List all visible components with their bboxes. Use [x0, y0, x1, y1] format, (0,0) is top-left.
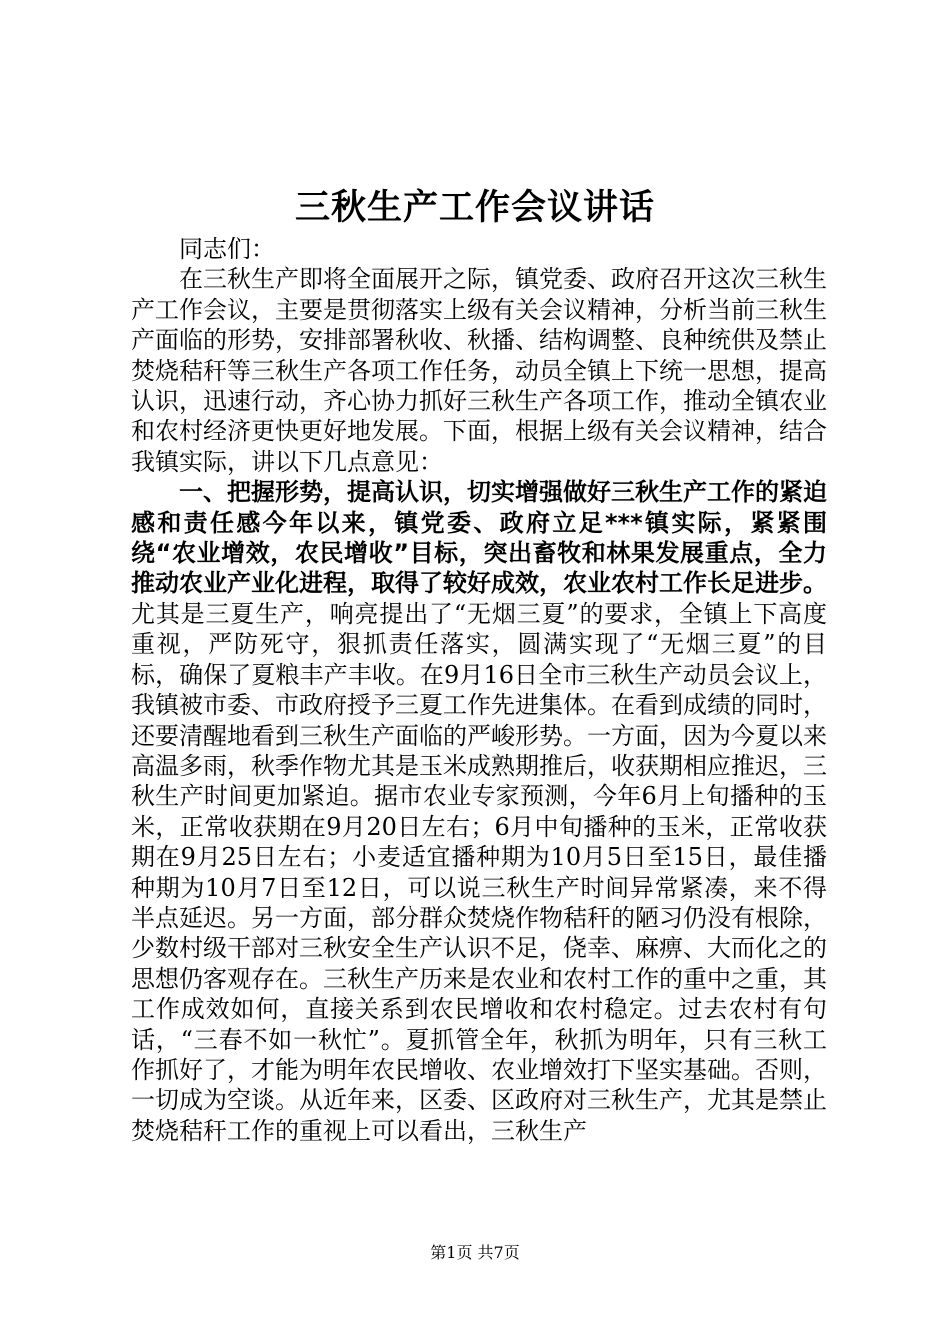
page-footer: 第1页 共7页: [430, 1243, 520, 1262]
intro-paragraph: 在三秋生产即将全面展开之际，镇党委、政府召开这次三秋生产工作会议，主要是贯彻落实上级有关会议精神，分析当前三秋生产面临的形势，安排部署秋收、秋播、结构调整、良种统供及禁止焚烧秸秆等三秋生产各项工作任务，动员全镇上下统一思想，提高认识，迅速行动，齐心协力抓好三秋生产各项工作，推动全镇农业和农村经济更快更好地发展。下面，根据上级有关会议精神，结合我镇实际，讲以下几点意见：: [131, 265, 827, 476]
document-body: [131, 234, 827, 1146]
section-1-body: 尤其是三夏生产，响亮提出了“无烟三夏”的要求，全镇上下高度重视，严防死守，狠抓责任落实，圆满实现了“无烟三夏”的目标，确保了夏粮丰产丰收。在9月16日全市三秋生产动员会议上，我镇被市委、市政府授予三夏工作先进集体。在看到成绩的同时，还要清醒地看到三秋生产面临的严峻形势。一方面，因为今夏以来高温多雨，秋季作物尤其是玉米成熟期推后，收获期相应推迟，三秋生产时间更加紧迫。据市农业专家预测，今年6月上旬播种的玉米，正常收获期在9月20日左右；6月中旬播种的玉米，正常收获期在9月25日左右；小麦适宜播种期为10月5日至15日，最佳播种期为10月7日至12日，可以说三秋生产时间异常紧凑，来不得半点延迟。另一方面，部分群众焚烧作物秸秆的陋习仍没有根除，少数村级干部对三秋安全生产认识不足，侥幸、麻痹、大而化之的思想仍客观存在。三秋生产历来是农业和农村工作的重中之重，其工作成效如何，直接关系到农民增收和农村稳定。过去农村有句话，“三春不如一秋忙”。夏抓管全年，秋抓为明年，只有三秋工作抓好了，才能为明年农民增收、农业增效打下坚实基础。否则，一切成为空谈。从近年来，区委、区政府对三秋生产，尤其是禁止焚烧秸秆工作的重视上可以看出，三秋生产: [131, 599, 827, 1145]
section-1-paragraph: [131, 477, 827, 1146]
salutation: 同志们：: [179, 235, 275, 263]
page-title: 三秋生产工作会议讲话: [294, 188, 655, 228]
section-1-heading: 一、把握形势，提高认识，切实增强做好三秋生产工作的紧迫感和责任感今年以来，镇党委、政府立足***镇实际，紧紧围绕“农业增效，农民增收”目标，突出畜牧和林果发展重点，全力推动农业产业化进程，取得了较好成效，农业农村工作长足进步。: [131, 478, 827, 598]
